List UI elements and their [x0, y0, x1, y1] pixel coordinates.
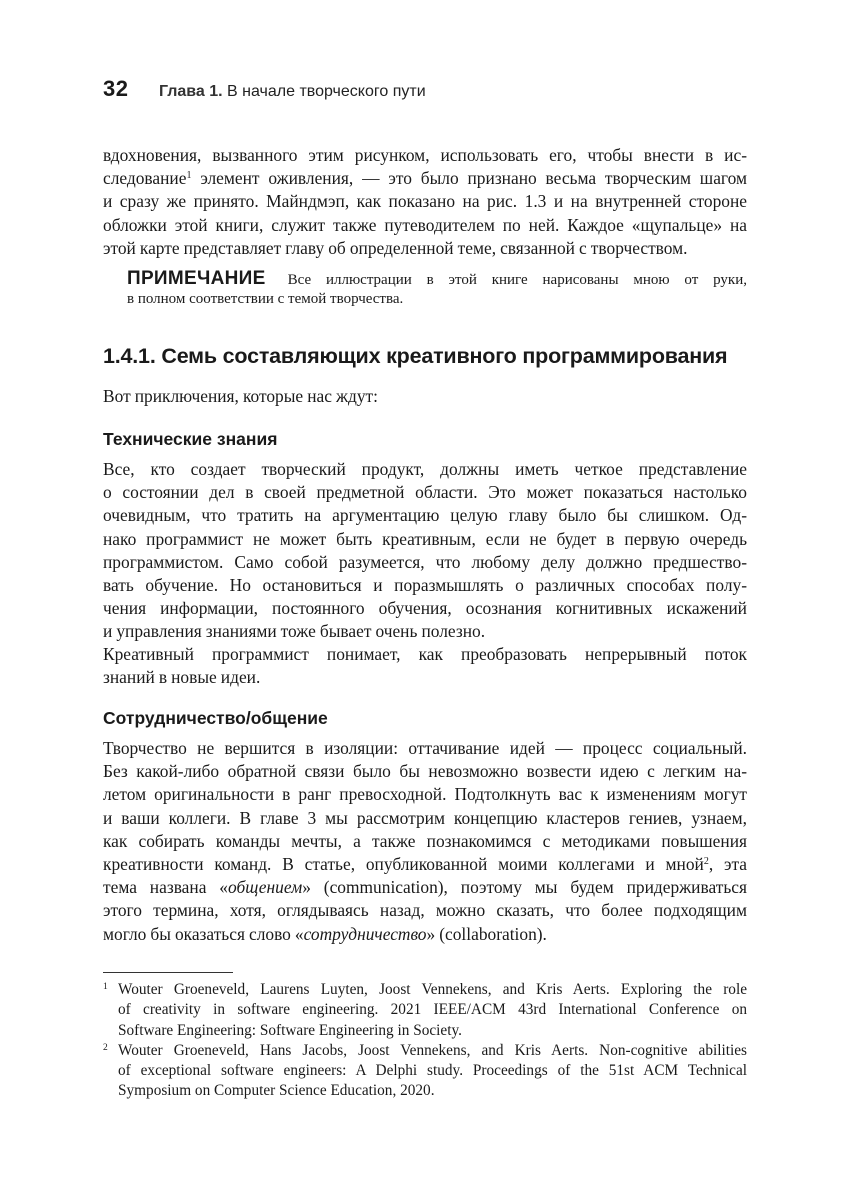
subheading-collaboration: Сотрудничество/общение — [103, 708, 328, 728]
text-line: вдохновения, вызванного этим рисунком, использовать его, чтобы внести в ис- — [103, 145, 747, 165]
section-intro — [103, 385, 747, 408]
text-line: Без какой-либо обратной связи было бы невозможно возвести идею с легким на- — [103, 761, 747, 782]
intro-paragraph — [103, 144, 747, 260]
text-line: этого термина, хотя, оглядываясь назад, можно сказать, что более подходящим — [103, 900, 747, 921]
text-line: и сразу же принято. Майндмэп, как показано на рис. 1.3 и на внутренней стороне — [103, 191, 747, 212]
text-fragment: креативности команд. В статье, опубликованной моими коллегами и мной — [103, 853, 704, 874]
text-line: программистом. Само собой разумеется, что любому делу должно предшество- — [103, 551, 747, 572]
note-line — [127, 268, 747, 289]
text-line: нако программист не может быть креативным, если не будет в первую очередь — [103, 528, 747, 549]
text-line — [103, 923, 747, 946]
footnote-number: 2 — [103, 1042, 108, 1053]
footnote-line: Software Engineering: Software Engineering in Society. — [118, 1021, 462, 1039]
text-fragment: элемент оживления, — это было признано весьма творческим шагом — [191, 168, 747, 189]
chapter-label: Глава 1. — [158, 83, 223, 100]
footnote-divider — [103, 972, 233, 973]
text-fragment: , эта — [708, 853, 747, 874]
footnote-ref: 1 — [186, 170, 192, 182]
footnote-number: 1 — [103, 982, 108, 992]
footnote — [103, 980, 747, 1041]
text-line: знаний в новые идеи. — [103, 667, 261, 688]
note-box — [127, 268, 747, 310]
text-line: чения информации, постоянного обучения, осознания когнитивных искажений — [103, 598, 747, 619]
footnote-line: Wouter Groeneveld, Laurens Luyten, Joost Vennekens, and Kris Aerts. Exploring the role — [118, 981, 747, 998]
footnotes — [103, 980, 747, 1102]
technical-paragraph-2 — [103, 643, 747, 689]
text-line: о состоянии дел в своей предметной области. Это может показаться настолько — [103, 482, 747, 503]
section-heading: 1.4.1. Семь составляющих креативного программирования — [103, 344, 728, 368]
text-line: летом оригинальности в ранг превосходной. Подтолкнуть вас к изменениям могут — [103, 784, 747, 805]
note-label: ПРИМЕЧАНИЕ — [127, 268, 266, 289]
text-line: и управления знаниями тоже бывает очень полезно. — [103, 621, 486, 642]
note-text: Все иллюстрации в этой книге нарисованы мною от руки, — [287, 272, 747, 288]
text-line: этой карте представляет главу об определенной теме, связанной с творчеством. — [103, 237, 688, 258]
footnote-line: of creativity in software engineering. 2021 IEEE/ACM 43rd International Conference on — [118, 1001, 747, 1019]
chapter-title-text: В начале творческого пути — [227, 83, 426, 100]
text-line — [103, 853, 747, 876]
text-line — [103, 876, 747, 899]
chapter-title — [227, 83, 426, 100]
note-line: в полном соответствии с темой творчества. — [127, 291, 404, 307]
page-number: 32 — [103, 76, 129, 101]
text-fragment: » (communication), поэтому мы будем придерживаться — [302, 877, 747, 898]
text-line: обложки этой книги, служит также путеводителем по ней. Каждое «щупальце» на — [103, 214, 747, 235]
running-head — [103, 76, 743, 106]
text-line: как собирать команды мечты, а также познакомимся с методиками повышения — [103, 830, 747, 851]
footnote — [103, 1041, 747, 1102]
text-line: Вот приключения, которые нас ждут: — [103, 386, 378, 406]
text-line: очевидным, что тратить на аргументацию целую главу было бы слишком. Од- — [103, 505, 747, 526]
text-line — [103, 167, 747, 190]
text-line: Креативный программист понимает, как преобразовать непрерывный поток — [103, 644, 747, 664]
text-line: Все, кто создает творческий продукт, должны иметь четкое представление — [103, 459, 747, 479]
footnote-line: Symposium on Computer Science Education, 2020. — [118, 1082, 435, 1100]
text-line: вать обучение. Но остановиться и поразмышлять о различных способах полу- — [103, 574, 747, 595]
text-line: и ваши коллеги. В главе 3 мы рассмотрим концепцию кластеров гениев, узнаем, — [103, 807, 747, 828]
text-fragment: тема названа « — [103, 877, 229, 898]
text-fragment: могло бы оказаться слово « — [103, 923, 304, 944]
footnote-ref: 2 — [703, 855, 709, 867]
emphasized-term: сотрудничество — [303, 923, 427, 944]
collaboration-paragraph — [103, 737, 747, 946]
text-line: Творчество не вершится в изоляции: оттачивание идей — процесс социальный. — [103, 738, 747, 758]
technical-paragraph-1 — [103, 458, 747, 644]
text-fragment: » (collaboration). — [426, 923, 547, 944]
emphasized-term: общением — [228, 877, 303, 898]
footnote-line: Wouter Groeneveld, Hans Jacobs, Joost Vennekens, and Kris Aerts. Non-cognitive abilities — [118, 1041, 747, 1059]
subheading-technical: Технические знания — [103, 429, 278, 449]
text-fragment: следование — [103, 168, 187, 189]
footnote-line: of exceptional software engineers: A Delphi study. Proceedings of the 51st ACM Technical — [118, 1062, 747, 1080]
